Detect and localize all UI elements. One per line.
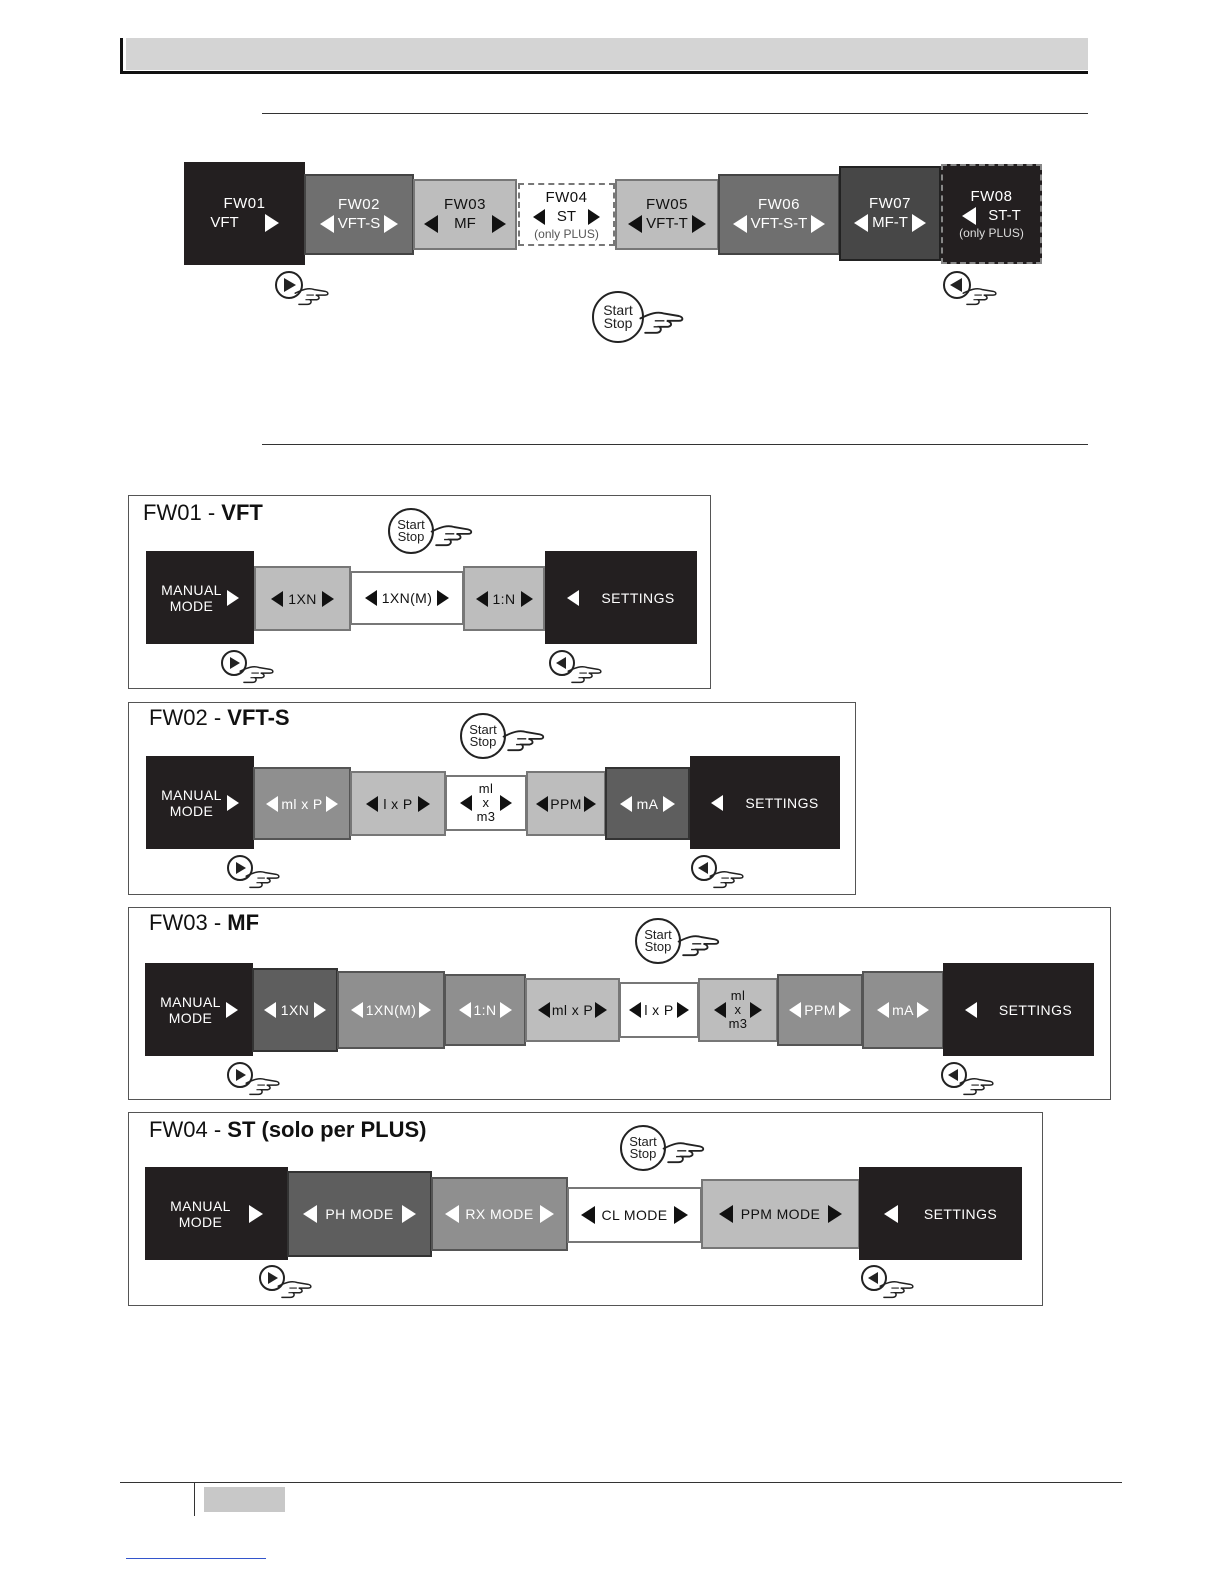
svg-text:Stop: Stop: [397, 529, 425, 544]
arrow-right-icon: [521, 591, 533, 607]
arrow-left-icon: [538, 1002, 550, 1018]
footer-link-underline[interactable]: [126, 1558, 266, 1559]
arrow-left-icon: [266, 796, 278, 812]
fw01-box: [184, 162, 305, 265]
arrow-right-icon: [811, 215, 825, 233]
cell-1-n: 1:N: [444, 974, 526, 1046]
arrow-left-icon: [962, 207, 976, 225]
arrow-right-icon: [839, 1002, 851, 1018]
arrow-right-icon: [227, 795, 239, 811]
fw04-box: [518, 183, 615, 246]
arrow-right-icon: [437, 590, 449, 606]
cell-1-n: 1:N: [463, 566, 545, 631]
arrow-left-icon: [581, 1206, 595, 1224]
cell-1xn: 1XN: [252, 968, 338, 1052]
prev-button-icon[interactable]: [547, 648, 611, 688]
arrow-right-icon: [419, 1002, 431, 1018]
svg-text:Start: Start: [469, 722, 497, 737]
arrow-left-icon: [536, 796, 548, 812]
fw05-box: [615, 179, 719, 250]
arrow-left-icon: [567, 590, 579, 606]
cell-1xn-m: 1XN(M): [337, 971, 445, 1049]
cell-ml-x-p: ml x P: [525, 978, 620, 1042]
arrow-left-icon: [629, 1002, 641, 1018]
fw08-box: [941, 164, 1042, 264]
fw02-box: [304, 174, 414, 255]
cell-manual-mode: MANUAL MODE: [145, 963, 253, 1056]
next-button-icon[interactable]: [257, 1263, 321, 1303]
arrow-right-icon: [249, 1205, 263, 1223]
fw04-name: ST: [556, 207, 577, 225]
fw06-box: [718, 174, 840, 255]
arrow-left-icon: [460, 795, 472, 811]
arrow-left-icon: [884, 1205, 898, 1223]
cell-ml-x-p: ml x P: [253, 767, 351, 840]
cell-ppm: PPM: [777, 974, 863, 1046]
fw05-code: FW05: [645, 195, 688, 213]
arrow-right-icon: [314, 1002, 326, 1018]
arrow-right-icon: [384, 215, 398, 233]
start-stop-button-icon[interactable]: [634, 916, 730, 972]
fw01-code: FW01: [223, 194, 266, 212]
panel-fw02: [128, 702, 856, 895]
arrow-left-icon: [424, 215, 438, 233]
cell-rx-mode: RX MODE: [431, 1177, 568, 1251]
arrow-left-icon: [351, 1002, 363, 1018]
arrow-left-icon: [533, 209, 545, 225]
next-button-icon[interactable]: [225, 1060, 289, 1100]
arrow-left-icon: [264, 1002, 276, 1018]
fw03-name: MF: [454, 214, 476, 232]
fw07-code: FW07: [868, 194, 911, 212]
panel-fw01-title: FW01 - VFT: [143, 500, 263, 525]
arrow-left-icon: [320, 215, 334, 233]
arrow-right-icon: [540, 1205, 554, 1223]
arrow-right-icon: [226, 1002, 238, 1018]
arrow-right-icon: [227, 590, 239, 606]
svg-text:Start: Start: [629, 1134, 657, 1149]
fw04-note: (only PLUS): [534, 226, 599, 241]
start-stop-button-icon[interactable]: [590, 290, 686, 346]
start-stop-button-icon[interactable]: [459, 711, 555, 767]
arrow-left-icon: [459, 1002, 471, 1018]
arrow-right-icon: [500, 1002, 512, 1018]
arrow-left-icon: [711, 795, 723, 811]
arrow-left-icon: [445, 1205, 459, 1223]
divider-top: [262, 113, 1088, 114]
arrow-right-icon: [674, 1206, 688, 1224]
arrow-left-icon: [719, 1205, 733, 1223]
prev-button-icon[interactable]: [940, 270, 1004, 310]
cell-ph-mode: PH MODE: [287, 1171, 432, 1257]
panel-fw02-title: FW02 - VFT-S: [149, 705, 290, 730]
start-stop-button-icon[interactable]: [619, 1123, 715, 1179]
arrow-left-icon: [965, 1002, 977, 1018]
prev-button-icon[interactable]: [939, 1060, 1003, 1100]
panel-fw04-title: FW04 - ST (solo per PLUS): [149, 1117, 427, 1142]
arrow-left-icon: [620, 796, 632, 812]
arrow-right-icon: [828, 1205, 842, 1223]
arrow-right-icon: [677, 1002, 689, 1018]
cell-cl-mode: CL MODE: [567, 1187, 702, 1243]
fw03-code: FW03: [443, 195, 486, 213]
fw07-box: [839, 166, 941, 261]
arrow-left-icon: [303, 1205, 317, 1223]
arrow-right-icon: [663, 796, 675, 812]
panel-fw03-title: FW03 - MF: [149, 910, 260, 935]
arrow-right-icon: [265, 214, 279, 232]
cell-ml-x-m3: ml x m3: [445, 775, 527, 831]
prev-button-icon[interactable]: [859, 1263, 923, 1303]
start-stop-button-icon[interactable]: [387, 506, 483, 562]
fw01-name: VFT: [210, 213, 239, 231]
panel-fw01: [128, 495, 711, 689]
arrow-right-icon: [402, 1205, 416, 1223]
svg-text:Stop: Stop: [629, 1146, 657, 1161]
next-button-icon[interactable]: [225, 853, 289, 893]
cell-ppm-mode: PPM MODE: [701, 1179, 860, 1249]
arrow-right-icon: [917, 1002, 929, 1018]
arrow-right-icon: [692, 215, 706, 233]
arrow-left-icon: [854, 214, 868, 232]
fw08-code: FW08: [970, 188, 1013, 205]
fw08-name: ST-T: [988, 207, 1021, 224]
panel-fw03: [128, 907, 1111, 1100]
fw05-name: VFT-T: [646, 214, 688, 232]
arrow-right-icon: [595, 1002, 607, 1018]
arrow-left-icon: [365, 590, 377, 606]
arrow-left-icon: [789, 1002, 801, 1018]
start-label: Start: [603, 302, 633, 318]
fw07-name: MF-T: [872, 213, 908, 231]
svg-text:Start: Start: [644, 927, 672, 942]
cell-ma: mA: [605, 767, 690, 840]
svg-text:Stop: Stop: [469, 734, 497, 749]
cell-manual-mode: MANUAL MODE: [145, 1167, 288, 1260]
footer-divider: [194, 1482, 195, 1516]
arrow-left-icon: [271, 591, 283, 607]
arrow-right-icon: [500, 795, 512, 811]
svg-text:Stop: Stop: [644, 939, 672, 954]
next-button-icon[interactable]: [272, 270, 336, 310]
panel-fw04: [128, 1112, 1043, 1306]
arrow-right-icon: [750, 1002, 762, 1018]
arrow-right-icon: [418, 796, 430, 812]
cell-l-x-p: l x P: [619, 982, 699, 1038]
next-button-icon[interactable]: [219, 648, 283, 688]
fw02-code: FW02: [337, 195, 380, 213]
svg-text:Start: Start: [397, 517, 425, 532]
arrow-right-icon: [584, 796, 596, 812]
arrow-left-icon: [877, 1002, 889, 1018]
fw02-name: VFT-S: [337, 214, 381, 232]
fw06-name: VFT-S-T: [750, 214, 808, 232]
arrow-right-icon: [492, 215, 506, 233]
cell-l-x-p: l x P: [350, 771, 446, 836]
divider-middle: [262, 444, 1088, 445]
cell-settings: SETTINGS: [690, 756, 840, 849]
cell-ppm: PPM: [526, 771, 606, 836]
arrow-right-icon: [326, 796, 338, 812]
header-bar: [120, 38, 1088, 74]
arrow-left-icon: [628, 215, 642, 233]
arrow-left-icon: [733, 215, 747, 233]
cell-1xn: 1XN: [254, 566, 351, 631]
cell-settings: SETTINGS: [943, 963, 1094, 1056]
arrow-left-icon: [366, 796, 378, 812]
fw04-code: FW04: [545, 188, 588, 206]
cell-settings: SETTINGS: [545, 551, 697, 644]
cell-ml-x-m3: ml x m3: [698, 978, 778, 1042]
prev-button-icon[interactable]: [689, 853, 753, 893]
footer-page-box: [204, 1487, 285, 1512]
cell-settings: SETTINGS: [859, 1167, 1022, 1260]
cell-manual-mode: MANUAL MODE: [146, 756, 254, 849]
stop-label: Stop: [603, 315, 633, 331]
cell-ma: mA: [862, 971, 944, 1049]
footer-rule: [120, 1482, 1122, 1483]
fw03-box: [413, 179, 517, 250]
arrow-left-icon: [714, 1002, 726, 1018]
cell-manual-mode: MANUAL MODE: [146, 551, 254, 644]
arrow-left-icon: [476, 591, 488, 607]
cell-1xn-m: 1XN(M): [350, 571, 464, 625]
arrow-right-icon: [322, 591, 334, 607]
arrow-right-icon: [912, 214, 926, 232]
fw06-code: FW06: [757, 195, 800, 213]
arrow-right-icon: [588, 209, 600, 225]
fw08-note: (only PLUS): [959, 226, 1024, 240]
